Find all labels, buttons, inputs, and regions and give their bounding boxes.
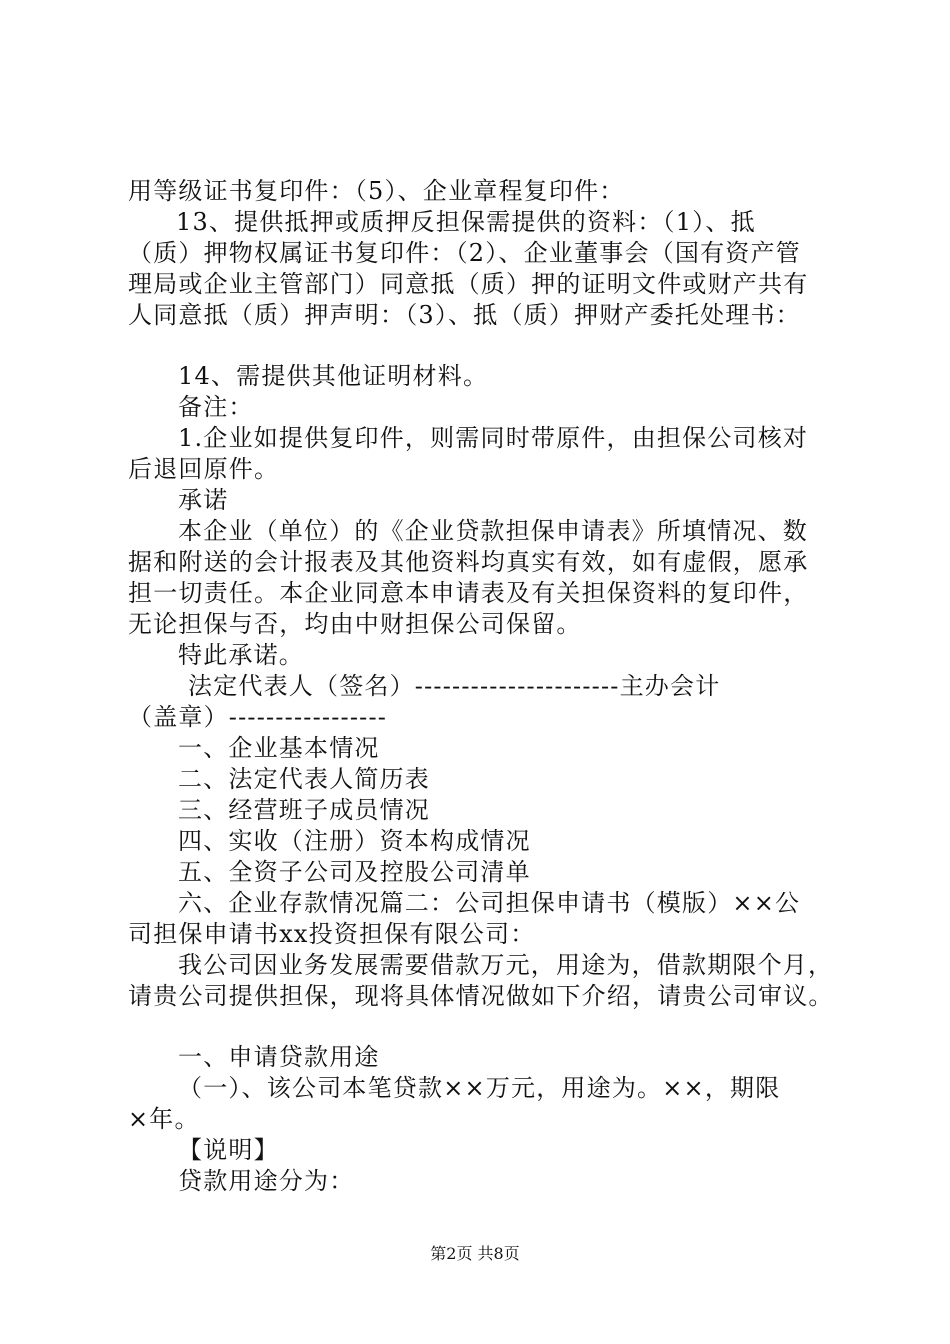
text-line-28: （一）、该公司本笔贷款××万元，用途为。××，期限 (178, 1074, 781, 1102)
text-line-30: 【说明】 (178, 1136, 279, 1164)
text-line-9: 后退回原件。 (128, 455, 280, 483)
text-line-18: 一、企业基本情况 (178, 734, 380, 762)
text-line-15: 特此承诺。 (178, 641, 304, 669)
text-line-14: 无论担保与否，均由中财担保公司保留。 (128, 610, 582, 638)
text-line-19: 二、法定代表人简历表 (178, 765, 430, 793)
text-line-4: 理局或企业主管部门）同意抵（质）押的证明文件或财产共有 (128, 270, 809, 298)
text-line-11: 本企业（单位）的《企业贷款担保申请表》所填情况、数 (178, 517, 808, 545)
text-line-5: 人同意抵（质）押声明：（3）、抵（质）押财产委托处理书： (128, 301, 801, 329)
text-line-20: 三、经营班子成员情况 (178, 796, 430, 824)
text-line-7: 备注： (178, 393, 254, 421)
text-line-25: 我公司因业务发展需要借款万元，用途为，借款期限个月， (178, 951, 834, 979)
text-line-29: ×年。 (128, 1105, 200, 1133)
text-line-3: （质）押物权属证书复印件：（2）、企业董事会（国有资产管 (128, 239, 801, 267)
text-line-23: 六、企业存款情况篇二：公司担保申请书（模版）××公 (178, 889, 801, 917)
text-line-13: 担一切责任。本企业同意本申请表及有关担保资料的复印件， (128, 579, 809, 607)
text-line-24: 司担保申请书xx投资担保有限公司： (128, 920, 536, 948)
text-line-31: 贷款用途分为： (178, 1167, 355, 1195)
text-line-16: 法定代表人（签名）----------------------主办会计 (188, 672, 721, 700)
text-line-17: （盖章）----------------- (128, 703, 388, 731)
text-line-6: 14、需提供其他证明材料。 (178, 362, 489, 390)
text-line-12: 据和附送的会计报表及其他资料均真实有效，如有虚假，愿承 (128, 548, 809, 576)
text-line-22: 五、全资子公司及控股公司清单 (178, 858, 531, 886)
text-line-10: 承诺 (178, 486, 229, 514)
text-line-2: 13、提供抵押或质押反担保需提供的资料：（1）、抵 (176, 208, 756, 236)
text-line-1: 用等级证书复印件：（5）、企业章程复印件： (128, 177, 625, 205)
text-line-8: 1.企业如提供复印件，则需同时带原件，由担保公司核对 (178, 424, 809, 452)
text-line-27: 一、申请贷款用途 (178, 1043, 380, 1071)
text-line-26: 请贵公司提供担保，现将具体情况做如下介绍，请贵公司审议。 (128, 982, 834, 1010)
text-line-21: 四、实收（注册）资本构成情况 (178, 827, 531, 855)
page-footer: 第2页 共8页 (430, 1244, 520, 1263)
